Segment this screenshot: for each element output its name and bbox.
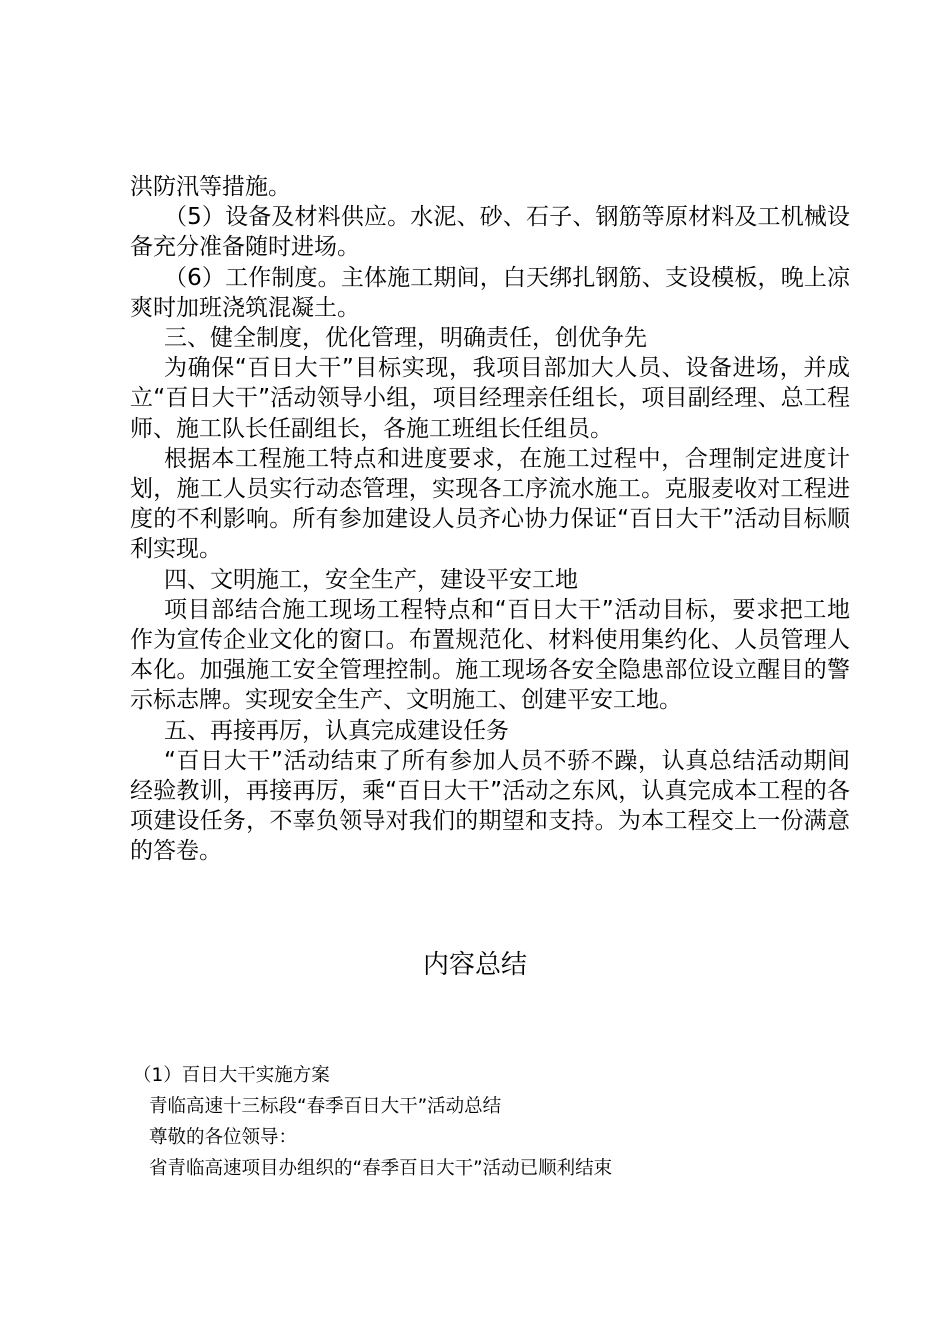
paragraph-progress-plan: 根据本工程施工特点和进度要求，在施工过程中，合理制定进度计划，施工人员实行动态管理，实现各工序流水施工。克服麦收对工程进度的不利影响。所有参加建设人员齐心协力保证“百日大干”活动目标顺利实现。 bbox=[130, 445, 850, 563]
summary-heading: 内容总结 bbox=[422, 950, 527, 980]
summary-item-greeting: 尊敬的各位领导： bbox=[149, 1127, 298, 1148]
section-heading-4: 四、文明施工，安全生产，建设平安工地 bbox=[164, 566, 578, 593]
summary-item-title: （1）百日大干实施方案 bbox=[133, 1065, 330, 1086]
paragraph-work-schedule: （6）工作制度。主体施工期间，白天绑扎钢筋、支设模板，晚上凉爽时加班浇筑混凝土。 bbox=[130, 264, 850, 321]
paragraph-materials-supply: （5）设备及材料供应。水泥、砂、石子、钢筋等原材料及工机械设备充分准备随时进场。 bbox=[130, 204, 850, 261]
summary-item-intro: 省青临高速项目办组织的“春季百日大干”活动已顺利结束 bbox=[149, 1158, 613, 1179]
paragraph-safety: 项目部结合施工现场工程特点和“百日大干”活动目标，要求把工地作为宣传企业文化的窗口。布置规范化、材料使用集约化、人员管理人本化。加强施工安全管理控制。施工现场各安全隐患部位设立醒目的警示标志牌。实现安全生产、文明施工、创建平安工地。 bbox=[130, 596, 850, 714]
summary-item-subtitle: 青临高速十三标段“春季百日大干”活动总结 bbox=[149, 1096, 502, 1117]
paragraph-flood-measures: 洪防汛等措施。 bbox=[130, 174, 291, 200]
document-body bbox=[130, 172, 850, 867]
summary-list bbox=[133, 1060, 873, 1184]
paragraph-conclusion: “百日大干”活动结束了所有参加人员不骄不躁，认真总结活动期间经验教训，再接再厉，乘“百日大干”活动之东风，认真完成本工程的各项建设任务，不辜负领导对我们的期望和支持。为本工程交上一份满意的答卷。 bbox=[130, 747, 850, 865]
paragraph-leadership-group: 为确保“百日大干”目标实现，我项目部加大人员、设备进场，并成立“百日大干”活动领导小组，项目经理亲任组长，项目副经理、总工程师、施工队长任副组长，各施工班组长任组员。 bbox=[130, 355, 850, 442]
section-heading-3: 三、健全制度，优化管理，明确责任，创优争先 bbox=[164, 325, 647, 352]
section-heading-5: 五、再接再厉，认真完成建设任务 bbox=[164, 717, 509, 744]
